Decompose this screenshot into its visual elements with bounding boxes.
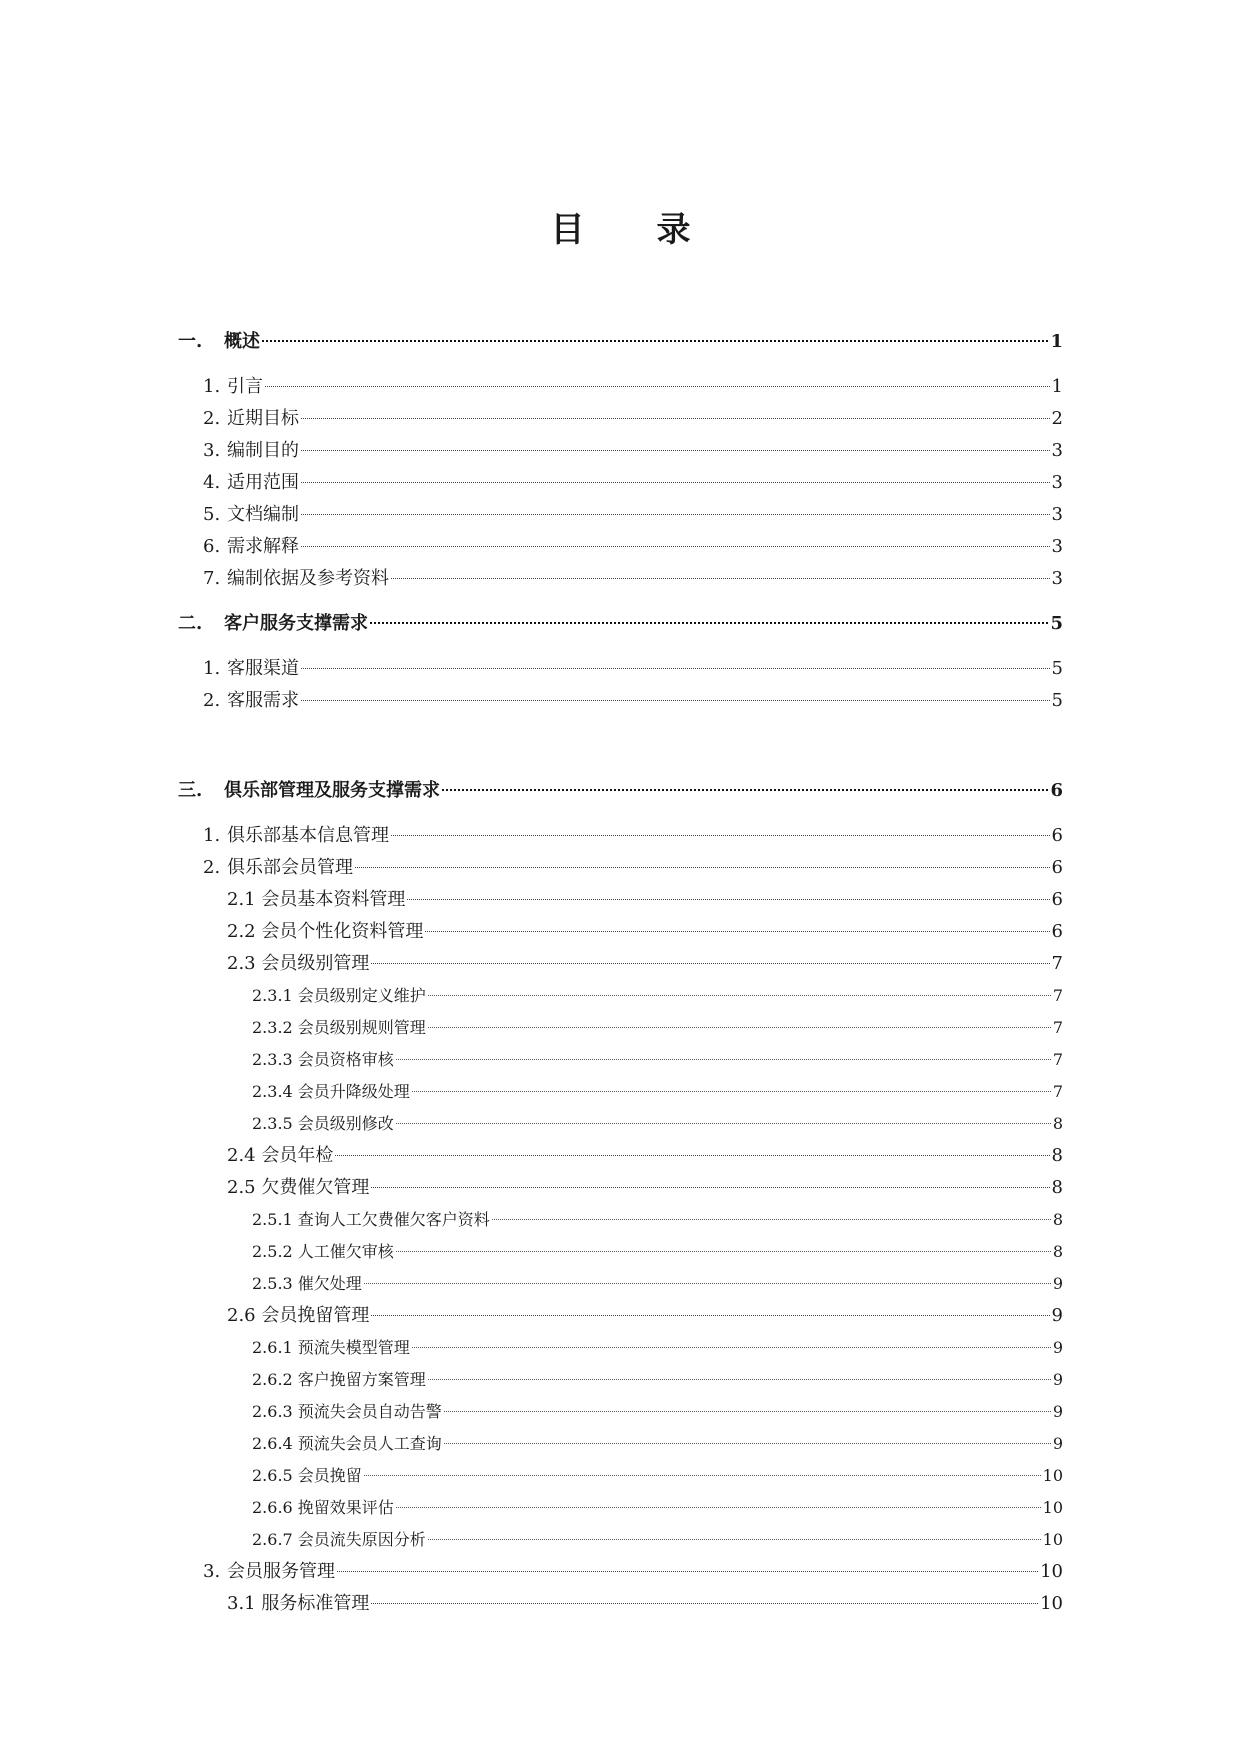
toc-leader	[301, 546, 1050, 547]
toc-entry-title: 2.3.4 会员升降级处理	[252, 1082, 410, 1101]
toc-title-char-2: 录	[656, 210, 691, 250]
toc-entry-page: 3	[1051, 504, 1063, 525]
toc-entry-page: 7	[1052, 1018, 1063, 1037]
toc-leader	[265, 386, 1050, 387]
toc-entry[interactable]	[203, 502, 1063, 528]
toc-leader	[391, 835, 1050, 836]
toc-entry[interactable]	[227, 1175, 1063, 1201]
toc-entry-page: 9	[1052, 1370, 1063, 1389]
toc-leader	[364, 1475, 1041, 1476]
toc-entry[interactable]	[203, 374, 1063, 400]
toc-leader	[407, 899, 1049, 900]
toc-entry-page: 8	[1052, 1114, 1063, 1133]
toc-entry-number: 二.	[178, 613, 203, 634]
toc-entry-page: 10	[1042, 1466, 1063, 1485]
toc-leader	[428, 1379, 1051, 1380]
toc-entry-page: 8	[1051, 1177, 1063, 1198]
toc-entry[interactable]	[178, 329, 1063, 355]
toc-entry-number: 3.	[203, 440, 221, 461]
toc-entry[interactable]	[252, 1239, 1063, 1265]
toc-entry-title: 俱乐部基本信息管理	[227, 825, 389, 846]
toc-entry-page: 3	[1051, 568, 1063, 589]
toc-entry[interactable]	[252, 1399, 1063, 1425]
toc-leader	[301, 700, 1050, 701]
toc-entry-page: 1	[1050, 331, 1063, 352]
toc-entry-title: 客服需求	[227, 690, 299, 711]
toc-entry-page: 8	[1052, 1210, 1063, 1229]
toc-entry[interactable]	[227, 951, 1063, 977]
toc-entry[interactable]	[252, 1463, 1063, 1489]
toc-entry[interactable]	[203, 855, 1063, 881]
toc-entry-page: 2	[1051, 408, 1063, 429]
toc-entry-title: 客户服务支撑需求	[224, 613, 368, 634]
toc-entry[interactable]	[203, 470, 1063, 496]
toc-entry-page: 6	[1051, 857, 1063, 878]
toc-leader	[396, 1123, 1051, 1124]
toc-entry[interactable]	[227, 1143, 1063, 1169]
toc-leader	[364, 1283, 1051, 1284]
toc-entry-page: 6	[1051, 825, 1063, 846]
toc-entry[interactable]	[252, 1079, 1063, 1105]
toc-title-char-1: 目	[550, 210, 585, 250]
toc-entry-number: 1.	[203, 658, 221, 679]
toc-entry-page: 7	[1051, 953, 1063, 974]
toc-entry[interactable]	[203, 823, 1063, 849]
toc-entry-number: 1.	[203, 376, 221, 397]
toc-entry[interactable]	[252, 1431, 1063, 1457]
toc-entry[interactable]	[252, 1207, 1063, 1233]
toc-leader	[428, 1027, 1051, 1028]
toc-leader	[444, 1443, 1051, 1444]
toc-entry[interactable]	[252, 1335, 1063, 1361]
toc-leader	[371, 1315, 1049, 1316]
toc-entry-page: 9	[1052, 1434, 1063, 1453]
toc-entry-page: 1	[1051, 376, 1063, 397]
toc-entry-title: 2.6.6 挽留效果评估	[252, 1498, 394, 1517]
toc-entry-title: 2.3.3 会员资格审核	[252, 1050, 394, 1069]
toc-entry-title: 需求解释	[227, 536, 299, 557]
toc-leader	[425, 931, 1049, 932]
toc-entry-number: 1.	[203, 825, 221, 846]
toc-entry[interactable]	[178, 611, 1063, 637]
toc-leader	[396, 1507, 1041, 1508]
toc-entry-title: 2.5 欠费催欠管理	[227, 1177, 370, 1198]
toc-entry-number: 2.	[203, 408, 221, 429]
toc-entry[interactable]	[252, 983, 1063, 1009]
toc-entry-number: 5.	[203, 504, 221, 525]
toc-leader	[301, 482, 1050, 483]
toc-leader	[428, 995, 1051, 996]
toc-leader	[301, 514, 1050, 515]
toc-leader	[371, 1187, 1049, 1188]
toc-entry-title: 2.3.5 会员级别修改	[252, 1114, 394, 1133]
toc-entry-title: 适用范围	[227, 472, 299, 493]
toc-entry[interactable]	[203, 688, 1063, 714]
toc-entry-number: 4.	[203, 472, 221, 493]
toc-leader	[442, 789, 1048, 791]
toc-entry-number: 3.	[203, 1561, 221, 1582]
toc-entry[interactable]	[227, 1591, 1063, 1617]
toc-entry-page: 5	[1051, 690, 1063, 711]
toc-entry-title: 2.6.7 会员流失原因分析	[252, 1530, 426, 1549]
toc-entry-page: 3	[1051, 536, 1063, 557]
toc-leader	[492, 1219, 1051, 1220]
toc-entry-title: 2.6.1 预流失模型管理	[252, 1338, 410, 1357]
toc-leader	[396, 1251, 1051, 1252]
toc-leader	[371, 1603, 1038, 1604]
toc-leader	[355, 867, 1050, 868]
toc-entry-page: 9	[1051, 1305, 1063, 1326]
toc-entry-page: 7	[1052, 1050, 1063, 1069]
toc-entry-title: 2.6.3 预流失会员自动告警	[252, 1402, 442, 1421]
toc-leader	[391, 578, 1050, 579]
toc-entry-page: 5	[1051, 658, 1063, 679]
toc-entry-page: 7	[1052, 986, 1063, 1005]
toc-entry-title: 2.3.1 会员级别定义维护	[252, 986, 426, 1005]
toc-entry-page: 3	[1051, 440, 1063, 461]
toc-entry-title: 编制目的	[227, 440, 299, 461]
toc-entry[interactable]	[252, 1495, 1063, 1521]
toc-entry-title: 2.4 会员年检	[227, 1145, 334, 1166]
toc-entry-title: 2.6.4 预流失会员人工查询	[252, 1434, 442, 1453]
toc-entry-title: 引言	[227, 376, 263, 397]
toc-entry-title: 概述	[224, 331, 260, 352]
toc-entry-title: 2.3 会员级别管理	[227, 953, 370, 974]
toc-entry-title: 2.2 会员个性化资料管理	[227, 921, 424, 942]
toc-entry-title: 2.5.2 人工催欠审核	[252, 1242, 394, 1261]
toc-entry-page: 8	[1051, 1145, 1063, 1166]
toc-leader	[337, 1571, 1038, 1572]
toc-entry-title: 编制依据及参考资料	[227, 568, 389, 589]
toc-entry[interactable]	[203, 438, 1063, 464]
toc-entry-page: 6	[1051, 889, 1063, 910]
toc-leader	[428, 1539, 1041, 1540]
toc-leader	[444, 1411, 1051, 1412]
toc-entry-number: 2.	[203, 857, 221, 878]
toc-entry-title: 近期目标	[227, 408, 299, 429]
toc-entry-page: 6	[1050, 780, 1063, 801]
toc-entry-page: 8	[1052, 1242, 1063, 1261]
toc-leader	[301, 418, 1050, 419]
toc-entry[interactable]	[203, 1559, 1063, 1585]
toc-entry-number: 三.	[178, 780, 203, 801]
toc-entry[interactable]	[227, 919, 1063, 945]
toc-entry-page: 10	[1042, 1530, 1063, 1549]
toc-leader	[371, 963, 1049, 964]
toc-entry[interactable]	[252, 1015, 1063, 1041]
toc-entry-number: 2.	[203, 690, 221, 711]
toc-leader	[301, 668, 1050, 669]
toc-entry-title: 俱乐部会员管理	[227, 857, 353, 878]
toc-entry-page: 6	[1051, 921, 1063, 942]
toc-entry[interactable]	[203, 566, 1063, 592]
toc-leader	[301, 450, 1050, 451]
toc-leader	[396, 1059, 1051, 1060]
toc-entry-page: 7	[1052, 1082, 1063, 1101]
toc-entry-title: 俱乐部管理及服务支撑需求	[224, 780, 440, 801]
toc-leader	[335, 1155, 1049, 1156]
toc-entry[interactable]	[252, 1271, 1063, 1297]
toc-entry[interactable]	[252, 1047, 1063, 1073]
toc-entry[interactable]	[252, 1527, 1063, 1553]
toc-entry-page: 10	[1042, 1498, 1063, 1517]
toc-entry-title: 2.6.5 会员挽留	[252, 1466, 362, 1485]
toc-entry[interactable]	[203, 656, 1063, 682]
toc-entry[interactable]	[203, 406, 1063, 432]
toc-leader	[370, 622, 1048, 624]
toc-entry-number: 一.	[178, 331, 203, 352]
toc-entry-title: 2.6.2 客户挽留方案管理	[252, 1370, 426, 1389]
toc-entry-number: 6.	[203, 536, 221, 557]
toc-entry-page: 9	[1052, 1274, 1063, 1293]
toc-entry-title: 2.6 会员挽留管理	[227, 1305, 370, 1326]
toc-entry-page: 9	[1052, 1338, 1063, 1357]
toc-entry[interactable]	[252, 1367, 1063, 1393]
toc-entry-title: 客服渠道	[227, 658, 299, 679]
toc-entry-page: 9	[1052, 1402, 1063, 1421]
toc-entry-page: 5	[1050, 613, 1063, 634]
toc-entry-page: 3	[1051, 472, 1063, 493]
toc-entry-title: 2.1 会员基本资料管理	[227, 889, 406, 910]
toc-entry[interactable]	[227, 887, 1063, 913]
toc-entry-number: 7.	[203, 568, 221, 589]
toc-entry-title: 2.5.3 催欠处理	[252, 1274, 362, 1293]
toc-entry[interactable]	[252, 1111, 1063, 1137]
toc-entry-page: 10	[1040, 1561, 1063, 1582]
toc-leader	[412, 1347, 1051, 1348]
toc-entry[interactable]	[178, 778, 1063, 804]
toc-entry-page: 10	[1040, 1593, 1063, 1614]
toc-entry[interactable]	[203, 534, 1063, 560]
toc-entry-title: 文档编制	[227, 504, 299, 525]
toc-entry-title: 2.3.2 会员级别规则管理	[252, 1018, 426, 1037]
toc-leader	[412, 1091, 1051, 1092]
toc-entry-title: 2.5.1 查询人工欠费催欠客户资料	[252, 1210, 490, 1229]
toc-entry-title: 会员服务管理	[227, 1561, 335, 1582]
toc-leader	[262, 340, 1048, 342]
toc-entry[interactable]	[227, 1303, 1063, 1329]
toc-entry-title: 3.1 服务标准管理	[227, 1593, 370, 1614]
